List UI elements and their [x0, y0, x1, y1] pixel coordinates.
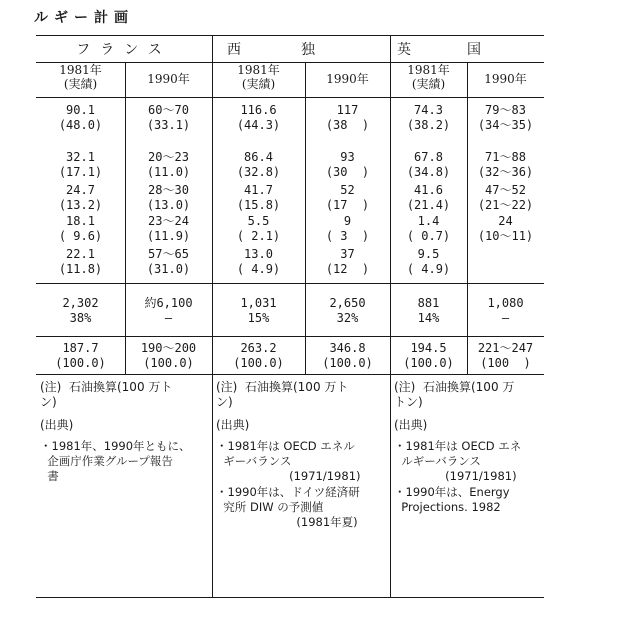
year-header-uk-1981: 1981年 (実績) — [407, 63, 450, 91]
table-cell: 93 (30 ) — [325, 150, 370, 179]
table-cell: 23～24 (11.9) — [146, 214, 191, 243]
page-title: ルギー計画 — [34, 10, 134, 26]
source-item-uk-2: ・1990年は、Energy Projections. 1982 — [394, 485, 510, 514]
table-cell: 190～200 (100.0) — [140, 341, 197, 370]
group-header-uk: 英国 — [397, 42, 537, 58]
source-item-uk-1: ・1981年は OECD エネ ルギーバランス (1971/1981) — [394, 439, 522, 483]
table-cell: 41.7 (15.8) — [236, 183, 281, 212]
table-cell: 881 14% — [417, 296, 440, 325]
year-header-de-1981: 1981年 (実績) — [237, 63, 280, 91]
table-cell: 117 (38 ) — [325, 103, 370, 132]
source-item-west-germany-2: ・1990年は、ドイツ経済研 究所 DIW の予測値 (1981年夏) — [216, 485, 360, 529]
table-cell: 116.6 (44.3) — [236, 103, 281, 132]
table-cell: 2,650 32% — [329, 296, 366, 325]
table-cell: 187.7 (100.0) — [55, 341, 106, 370]
table-cell: 9.5 ( 4.9) — [406, 247, 451, 276]
year-header-de-1990: 1990年 — [326, 72, 369, 86]
table-cell: 194.5 (100.0) — [403, 341, 454, 370]
table-cell: 1,080 — — [487, 296, 524, 325]
table-cell: 90.1 (48.0) — [58, 103, 103, 132]
table-cell: 2,302 38% — [62, 296, 99, 325]
table-cell: 221～247 (100 ) — [477, 341, 534, 370]
table-cell: 79～83 (34～35) — [477, 103, 534, 132]
table-cell: 24.7 (13.2) — [58, 183, 103, 212]
table-cell: 1,031 15% — [240, 296, 277, 325]
table-cell: 74.3 (38.2) — [406, 103, 451, 132]
table-cell: 28～30 (13.0) — [146, 183, 191, 212]
table-cell: 20～23 (11.0) — [146, 150, 191, 179]
table-top-rule — [36, 35, 544, 36]
table-cell: 24 (10～11) — [477, 214, 534, 243]
year-header-fr-1981: 1981年 (実績) — [59, 63, 102, 91]
table-cell: 22.1 (11.8) — [58, 247, 103, 276]
year-header-uk-1990: 1990年 — [484, 72, 527, 86]
table-cell: 1.4 ( 0.7) — [406, 214, 451, 243]
table-cell: 71～88 (32～36) — [477, 150, 534, 179]
section-rule-3 — [36, 374, 544, 375]
table-cell: 5.5 ( 2.1) — [236, 214, 281, 243]
source-label-uk: (出典) — [394, 418, 428, 432]
note-uk: (注) 石油換算(100 万 トン) — [394, 380, 515, 409]
table-cell: 9 ( 3 ) — [325, 214, 370, 243]
table-cell: 約6,100 — — [144, 296, 193, 325]
year-header-fr-1990: 1990年 — [147, 72, 190, 86]
table-cell: 263.2 (100.0) — [233, 341, 284, 370]
table-cell: 67.8 (34.8) — [406, 150, 451, 179]
table-cell: 41.6 (21.4) — [406, 183, 451, 212]
table-cell: 47～52 (21～22) — [477, 183, 534, 212]
source-label-west-germany: (出典) — [216, 418, 250, 432]
group-header-france: フランス — [76, 42, 172, 58]
table-cell: 32.1 (17.1) — [58, 150, 103, 179]
table-cell: 346.8 (100.0) — [322, 341, 373, 370]
source-item-france: ・1981年、1990年ともに、 企画庁作業グループ報告 書 — [40, 439, 191, 483]
table-cell: 52 (17 ) — [325, 183, 370, 212]
table-cell: 60～70 (33.1) — [146, 103, 191, 132]
group-header-west-germany: 西独 — [227, 42, 375, 58]
source-label-france: (出典) — [40, 418, 74, 432]
source-item-west-germany-1: ・1981年は OECD エネル ギーバランス (1971/1981) — [216, 439, 361, 483]
table-bottom-rule — [36, 597, 544, 598]
table-cell: 86.4 (32.8) — [236, 150, 281, 179]
table-cell: 13.0 ( 4.9) — [236, 247, 281, 276]
table-cell: 37 (12 ) — [325, 247, 370, 276]
note-west-germany: (注) 石油換算(100 万ト ン) — [216, 380, 349, 409]
table-cell: 57～65 (31.0) — [146, 247, 191, 276]
table-cell: 18.1 ( 9.6) — [58, 214, 103, 243]
note-france: (注) 石油換算(100 万ト ン) — [40, 380, 173, 409]
